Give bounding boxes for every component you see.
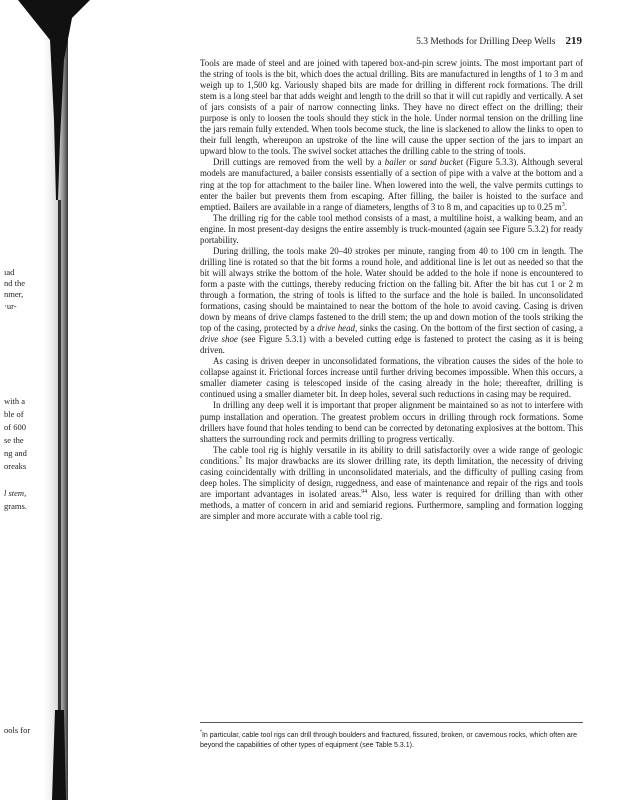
facing-page-fragment: se the [4,435,24,445]
facing-page-fragment: ·ur- [4,301,17,311]
main-text [200,58,583,522]
facing-page-fragment: nmer, [4,289,24,299]
facing-page-fragment: ools for [4,725,31,735]
facing-page-fragment: with a [4,396,26,406]
paragraph-during-drilling: During drilling, the tools make 20–40 strokes per minute, ranging from 40 to 100 cm in length. The drilling line is rotated so that the bit forms a round hole, and additional line is let out as needed so that the bit will always strike the bottom of the hole. Water should be added to the hole if none is encountered to form a paste with the cuttings, thereby reducing friction on the falling bit. After the bit has cut 1 or 2 m through a formation, the string of tools is lifted to the surface and the hole is bailed. In unconsolidated formations, casing should be maintained to near the bottom of the hole to avoid caving. Casing is driven down by means of drive clamps fastened to the drill stem; the up and down motion of the tools striking the top of the casing, protected by a drive head, sinks the casing. On the bottom of the first section of casing, a drive shoe (see Figure 5.3.1) with a beveled cutting edge is fastened to protect the casing as it is being driven. [200,245,583,356]
term-sand-bucket: sand bucket [419,157,463,168]
paragraph-tools: Tools are made of steel and are joined with tapered box-and-pin screw joints. The most important part of the string of tools is the bit, which does the actual drilling. Bits are manufactured in lengths of 1 to 3 m and weigh up to 1,500 kg. Variously shaped bits are made for drilling in different rock formations. The drill stem is a long steel bar that adds weight and length to the drill so that it will cut rapidly and vertically. A set of jars consists of a pair of narrow connecting links. They have no direct effect on the drilling; their purpose is only to loosen the tools should they stick in the hole. Under normal tension on the drilling line the jars remain fully extended. When tools become stuck, the line is slackened to allow the links to open to their full length, whereupon an upstroke of the line will cause the upper section of the jars to impart an upward blow to the tools. The swivel socket attaches the drilling cable to the string of tools. [200,58,583,157]
facing-page-fragment: l stem, [4,488,27,498]
paragraph-alignment: In drilling any deep well it is important that proper alignment be maintained so as not to interfere with pump installation and operation. The greatest problem occurs in drilling through rock formations. Some drillers have found that holes tending to bend can be corrected by detonating explosives at the bottom. This shatters the surrounding rock and permits drilling to progress vertically. [200,400,583,444]
facing-page-fragment: ng and [4,448,27,458]
footnote-reference: * [239,455,243,462]
facing-page-fragment: ıad [4,267,15,277]
page-number: 219 [565,35,582,47]
footnote-divider [200,722,583,723]
paragraph-bailer: Drill cuttings are removed from the well by a bailer or sand bucket (Figure 5.3.3). Although several models are manufactured, a bailer consists essentially of a section of pipe with a valve at the bottom and a ring at the top for attachment to the bailer line. When lowered into the well, the valve permits cuttings to enter the bailer but prevents them from escaping. After filling, the bailer is hoisted to the surface and emptied. Bailers are available in a range of diameters, lengths of 3 to 8 m, and capacities up to 0.25 $m^3$. [200,157,583,212]
facing-page-fragment: ble of [4,409,24,419]
paragraph-drilling-rig: The drilling rig for the cable tool method consists of a mast, a multiline hoist, a walking beam, and an engine. In most present-day designs the entire assembly is truck-mounted (again see Figure 5.3.2) for ready portability. [200,212,583,245]
running-head [342,35,582,47]
term-drive-shoe: drive shoe [200,334,238,345]
facing-page-fragment: grams. [4,501,27,511]
paragraph-versatility: The cable tool rig is highly versatile in its ability to drill satisfactorily over a wide range of geologic conditions.* Its major drawbacks are its slower drilling rate, its depth limitation, the necessity of driving casing coincidentally with drilling in unconsolidated materials, and the difficulty of pulling casing from deep holes. The simplicity of design, ruggedness, and ease of maintenance and repair of the rigs and tools are important advantages in isolated areas.$^{94}$ Also, less water is required for drilling than with other methods, a matter of concern in arid and semiarid regions. Furthermore, sampling and formation logging are simpler and more accurate with a cable tool rig. [200,444,583,521]
term-drive-head: drive head [317,323,355,334]
footnote: *In particular, cable tool rigs can drill through boulders and fractured, fissured, broken, or cavernous rocks, which often are beyond the capabilities of other types of equipment (see Table 5.3.1). [200,729,578,749]
section-title: 5.3 Methods for Drilling Deep Wells [416,37,556,47]
facing-page-fragment: oreaks [4,461,27,471]
citation-reference: 94 [361,488,368,495]
facing-page-fragment: of 600 [4,422,26,432]
paragraph-casing: As casing is driven deeper in unconsolidated formations, the vibration causes the sides of the hole to collapse against it. Frictional forces increase until further driving becomes impossible. When this occurs, a smaller diameter casing is telescoped inside of the casing already in the hole; thereafter, drilling is continued using a smaller diameter bit. In deep holes, several such reductions in casing may be required. [200,356,583,400]
term-bailer: bailer [384,157,406,168]
facing-page-fragment: nd the [4,278,26,288]
